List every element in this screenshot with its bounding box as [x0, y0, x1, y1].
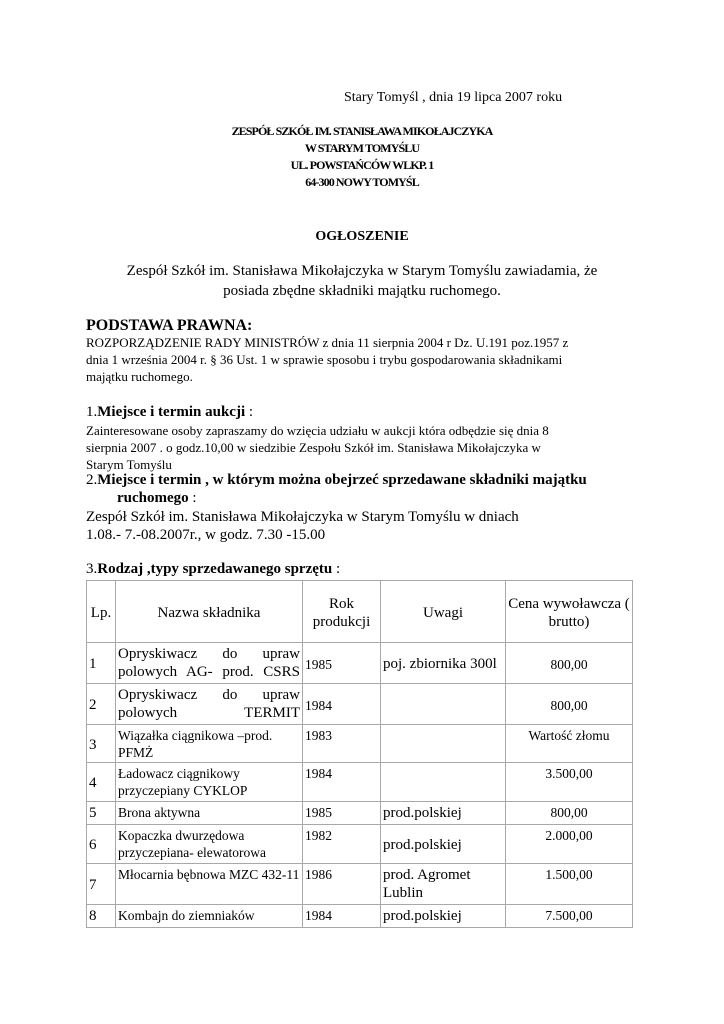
cell-year: 1985 — [303, 802, 381, 825]
cell-name: Opryskiwacz do upraw polowych TERMIT — [116, 684, 303, 725]
header-notes: Uwagi — [381, 581, 506, 643]
legal-basis-heading: PODSTAWA PRAWNA: — [86, 317, 253, 334]
institution-line-4: 64-300 NOWY TOMYŚL — [305, 175, 419, 189]
cell-name: Wiązałka ciągnikowa –prod. PFMŻ — [116, 725, 303, 763]
table-row — [87, 763, 633, 802]
section-1-heading: 1.Miejsce i termin aukcji : — [86, 404, 254, 420]
cell-name: Kombajn do ziemniaków — [116, 905, 303, 928]
cell-notes: prod. Agromet Lublin — [381, 864, 506, 905]
cell-name: Opryskiwacz do upraw polowych AG- prod. CSRS — [116, 643, 303, 684]
institution-line-1: ZESPÓŁ SZKÓŁ IM. STANISŁAWA MIKOŁAJCZYKA — [231, 124, 493, 138]
legal-basis-line-2: dnia 1 września 2004 r. § 36 Ust. 1 w sprawie sposobu i trybu gospodarowania składnikami — [86, 352, 563, 367]
cell-notes — [381, 763, 506, 802]
cell-lp: 3 — [87, 725, 116, 763]
table-row — [87, 905, 633, 928]
section-2-heading: 2.Miejsce i termin , w którym można obejrzeć sprzedawane składniki majątku — [86, 472, 587, 488]
table-row — [87, 825, 633, 864]
cell-year: 1985 — [303, 643, 381, 684]
cell-price: Wartość złomu — [506, 725, 633, 763]
institution-line-3: UL. POWSTAŃCÓW WLKP. 1 — [290, 158, 434, 172]
equipment-table — [86, 580, 633, 928]
cell-year: 1984 — [303, 763, 381, 802]
cell-notes: prod.polskiej — [381, 802, 506, 825]
cell-notes — [381, 725, 506, 763]
cell-name: Brona aktywna — [116, 802, 303, 825]
cell-year: 1984 — [303, 905, 381, 928]
institution-line-2: W STARYM TOMYŚLU — [304, 141, 420, 155]
cell-lp: 2 — [87, 684, 116, 725]
table-header-row — [87, 581, 633, 643]
header-lp: Lp. — [87, 581, 116, 643]
cell-notes: poj. zbiornika 300l — [381, 643, 506, 684]
cell-lp: 8 — [87, 905, 116, 928]
cell-price: 1.500,00 — [506, 864, 633, 905]
cell-name: Ładowacz ciągnikowy przyczepiany CYKLOP — [116, 763, 303, 802]
section-3-heading: 3.Rodzaj ,typy sprzedawanego sprzętu : — [86, 561, 341, 577]
header-price: Cena wywoławcza ( brutto) — [506, 581, 633, 643]
section-1-line-1: Zainteresowane osoby zapraszamy do wzięcia udziału w aukcji która odbędzie się dnia 8 — [86, 423, 549, 438]
section-1-line-3: Starym Tomyślu — [86, 457, 172, 472]
header-name: Nazwa składnika — [116, 581, 303, 643]
cell-year: 1982 — [303, 825, 381, 864]
section-2-heading-cont: ruchomego : — [117, 490, 197, 506]
cell-year: 1983 — [303, 725, 381, 763]
cell-price: 800,00 — [506, 802, 633, 825]
cell-notes — [381, 684, 506, 725]
cell-year: 1984 — [303, 684, 381, 725]
cell-price: 7.500,00 — [506, 905, 633, 928]
cell-lp: 1 — [87, 643, 116, 684]
header-year: Rok produkcji — [303, 581, 381, 643]
document-title: OGŁOSZENIE — [315, 229, 409, 244]
intro-line-1: Zespół Szkół im. Stanisława Mikołajczyka w Starym Tomyślu zawiadamia, że — [126, 263, 598, 279]
section-2-line-2: 1.08.- 7.-08.2007r., w godz. 7.30 -15.00 — [86, 527, 326, 543]
cell-notes: prod.polskiej — [381, 825, 506, 864]
cell-price: 800,00 — [506, 684, 633, 725]
cell-name: Kopaczka dwurzędowa przyczepiana- elewatorowa — [116, 825, 303, 864]
table-row — [87, 725, 633, 763]
cell-year: 1986 — [303, 864, 381, 905]
cell-price: 800,00 — [506, 643, 633, 684]
intro-line-2: posiada zbędne składniki majątku ruchomego. — [223, 283, 501, 299]
cell-lp: 7 — [87, 864, 116, 905]
cell-lp: 5 — [87, 802, 116, 825]
section-2-line-1: Zespół Szkół im. Stanisława Mikołajczyka w Starym Tomyślu w dniach — [86, 509, 519, 525]
cell-lp: 6 — [87, 825, 116, 864]
section-1-line-2: sierpnia 2007 . o godz.10,00 w siedzibie Zespołu Szkół im. Stanisława Mikołajczyka w — [86, 440, 541, 455]
cell-lp: 4 — [87, 763, 116, 802]
cell-notes: prod.polskiej — [381, 905, 506, 928]
cell-price: 2.000,00 — [506, 825, 633, 864]
cell-name: Młocarnia bębnowa MZC 432-11 — [116, 864, 303, 905]
table-row — [87, 864, 633, 905]
legal-basis-line-3: majątku ruchomego. — [86, 369, 193, 384]
cell-price: 3.500,00 — [506, 763, 633, 802]
table-row — [87, 684, 633, 725]
place-date: Stary Tomyśl , dnia 19 lipca 2007 roku — [344, 90, 563, 105]
legal-basis-line-1: ROZPORZĄDZENIE RADY MINISTRÓW z dnia 11 sierpnia 2004 r Dz. U.191 poz.1957 z — [86, 335, 569, 350]
table-row — [87, 643, 633, 684]
table-row — [87, 802, 633, 825]
